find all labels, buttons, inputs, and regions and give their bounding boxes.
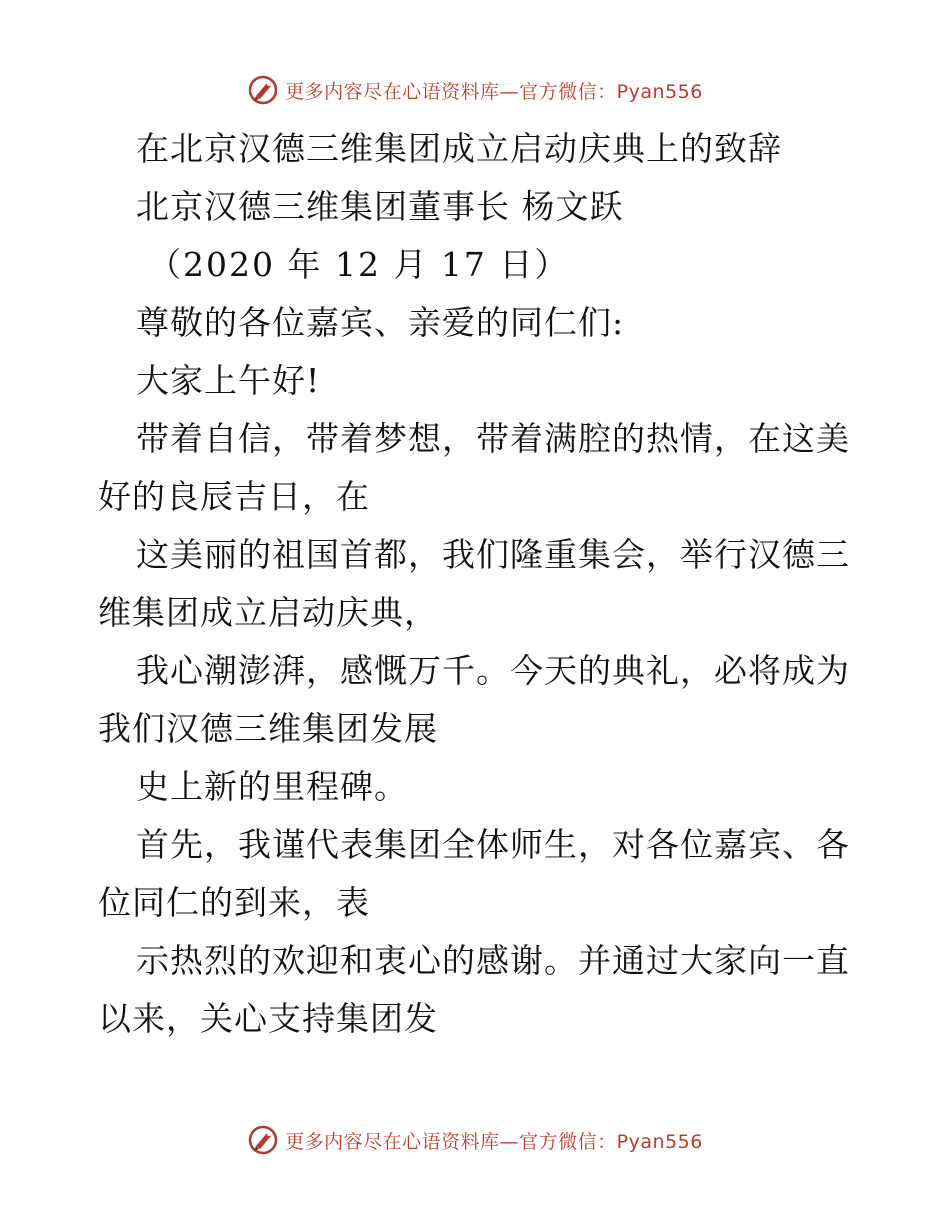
paragraph-line: 史上新的里程碑。 [136, 767, 408, 806]
paragraph-line: 带着自信，带着梦想，带着满腔的热情，在这美 [136, 419, 850, 458]
footer-watermark [0, 1120, 950, 1160]
paragraph-line: 示热烈的欢迎和衷心的感谢。并通过大家向一直 [136, 941, 850, 980]
watermark-text: 更多内容尽在心语资料库—官方微信：Pyan556 [285, 80, 703, 103]
greeting: 大家上午好! [136, 361, 321, 400]
paragraph-line: 这美丽的祖国首都，我们隆重集会，举行汉德三 [136, 535, 850, 574]
salutation: 尊敬的各位嘉宾、亲爱的同仁们: [136, 303, 625, 342]
paragraph-line: 好的良辰吉日，在 [98, 477, 370, 516]
pen-logo-icon [247, 1124, 279, 1156]
date-line: （2020 年 12 月 17 日） [148, 245, 570, 284]
paragraph-line: 以来，关心支持集团发 [98, 999, 438, 1038]
watermark-text: 更多内容尽在心语资料库—官方微信：Pyan556 [285, 1130, 703, 1153]
paragraph-line: 我心潮澎湃，感慨万千。今天的典礼，必将成为 [136, 651, 850, 690]
paragraph-line: 首先，我谨代表集团全体师生，对各位嘉宾、各 [136, 825, 850, 864]
document-body [98, 120, 858, 1048]
document-title: 在北京汉德三维集团成立启动庆典上的致辞 [136, 129, 782, 168]
paragraph-line: 维集团成立启动庆典， [98, 593, 438, 632]
paragraph-line: 位同仁的到来，表 [98, 883, 370, 922]
pen-logo-icon [247, 74, 279, 106]
header-watermark [0, 70, 950, 110]
author-line: 北京汉德三维集团董事长 杨文跃 [136, 187, 624, 226]
paragraph-line: 我们汉德三维集团发展 [98, 709, 438, 748]
